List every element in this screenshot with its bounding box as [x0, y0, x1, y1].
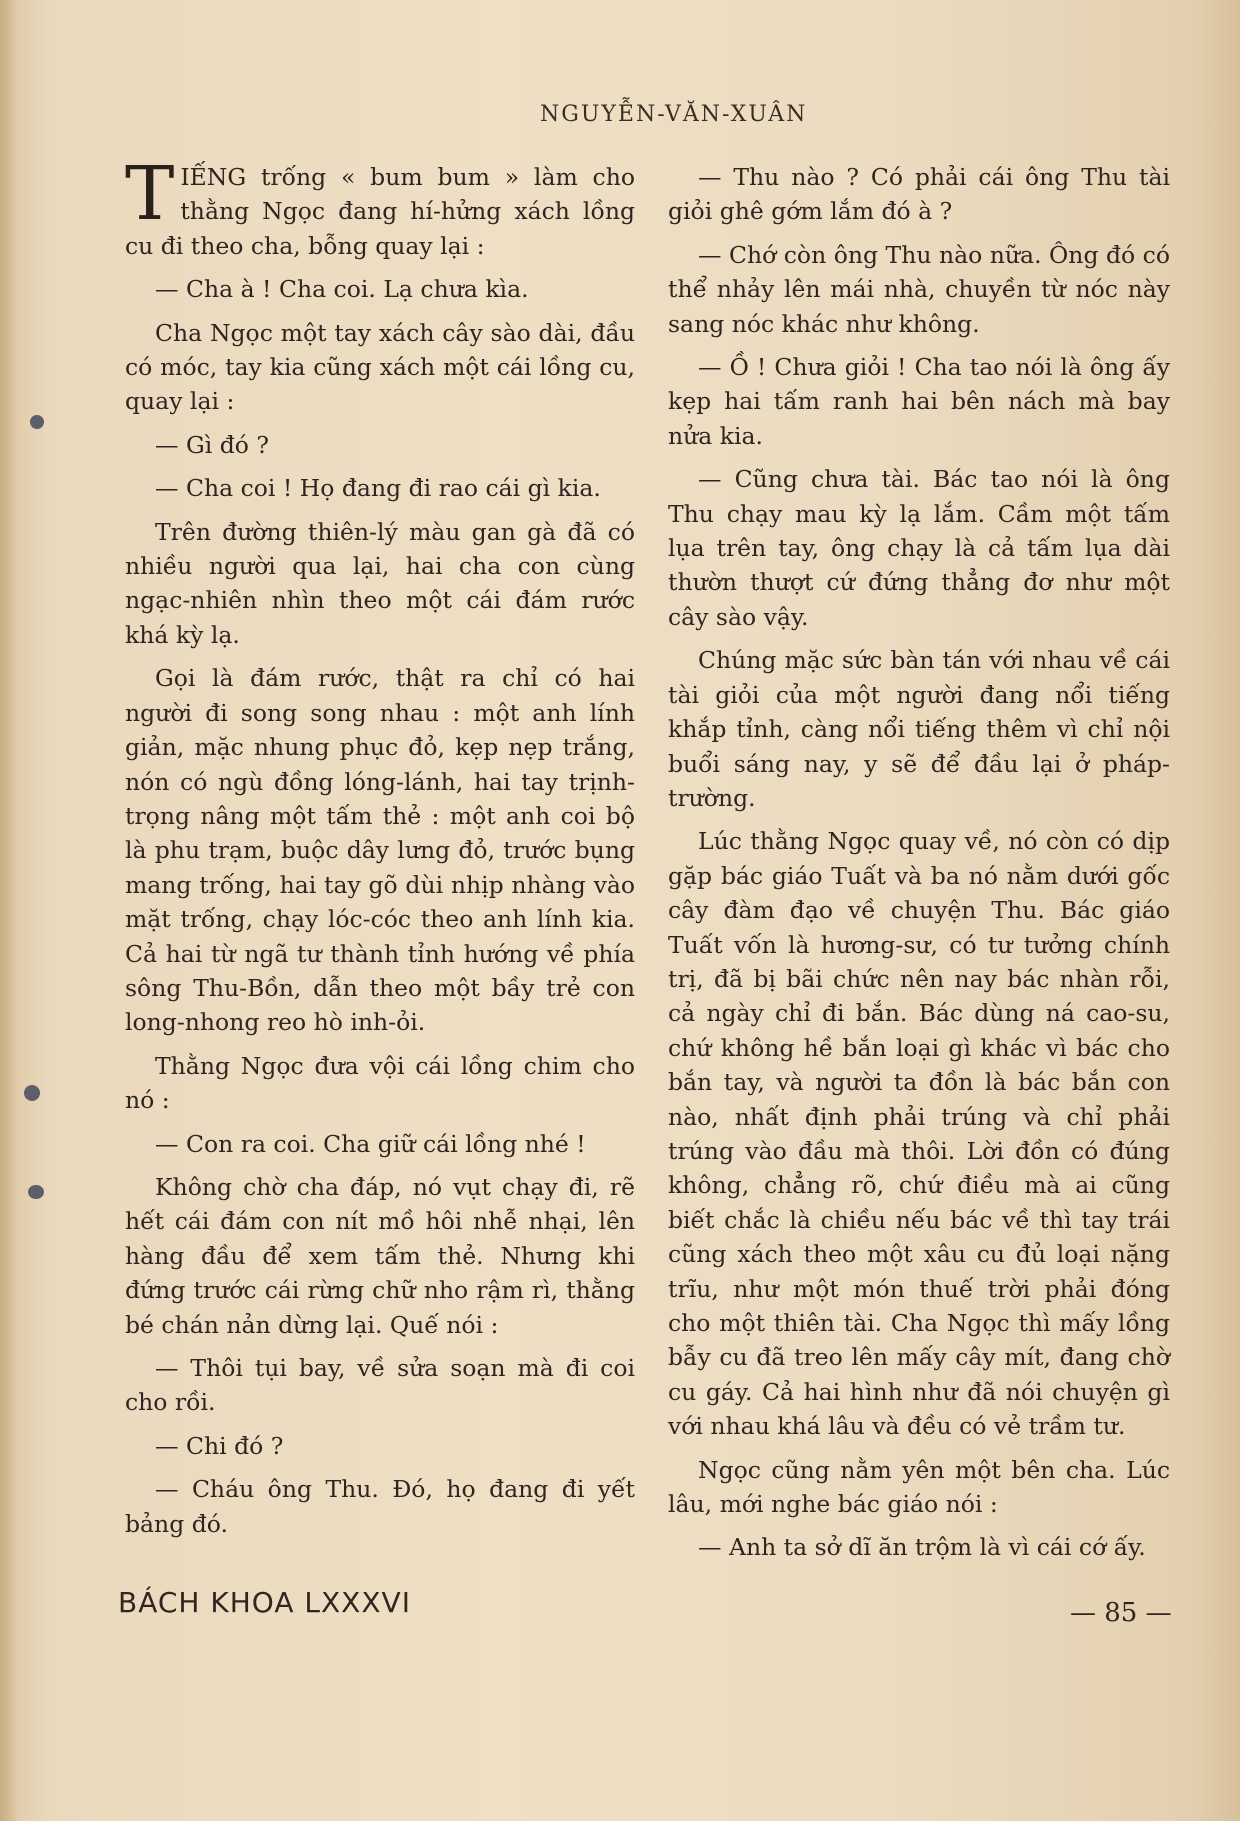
binding-hole [30, 415, 44, 429]
paragraph: Trên đường thiên-lý màu gan gà đã có nhiều người qua lại, hai cha con cùng ngạc-nhiên nhìn theo một cái đám rước khá kỳ lạ. [125, 517, 635, 649]
page-edge-shadow [0, 0, 18, 1821]
paragraph: — Ồ ! Chưa giỏi ! Cha tao nói là ông ấy kẹp hai tấm ranh hai bên nách mà bay nửa kia. [668, 353, 1170, 450]
paragraph: Thằng Ngọc đưa vội cái lồng chim cho nó : [125, 1051, 635, 1115]
paragraph: Lúc thằng Ngọc quay về, nó còn có dịp gặp bác giáo Tuất và ba nó nằm dưới gốc cây đàm đạo về chuyện Thu. Bác giáo Tuất vốn là hương-sư, có tư tưởng chính trị, đã bị bãi chức nên nay bác nhàn rỗi, cả ngày chỉ đi bắn. Bác dùng ná cao-su, chứ không hề bắn loại gì khác vì bác cho bắn tay, và người ta đồn là bác bắn con nào, nhất định phải trúng và chỉ phải trúng vào đầu mà thôi. Lời đồn có đúng không, chẳng rõ, chứ điều mà ai cũng biết chắc là chiều nếu bác về thì tay trái cũng xách theo một xâu cu đủ loại nặng trĩu, như một món thuế trời phải đóng cho một thiên tài. Cha Ngọc thì mấy lồng bẫy cu đã treo lên mấy cây mít, đang chờ cu gáy. Cả hai hình như đã nói chuyện gì với nhau khá lâu và đều có vẻ trầm tư. [668, 827, 1170, 1441]
paragraph: Ngọc cũng nằm yên một bên cha. Lúc lâu, mới nghe bác giáo nói : [668, 1455, 1170, 1519]
paragraph: — Cũng chưa tài. Bác tao nói là ông Thu chạy mau kỳ lạ lắm. Cầm một tấm lụa trên tay, ông chạy là cả tấm lụa dài thườn thượt cứ đứng thẳng đơ như một cây sào vậy. [668, 465, 1170, 631]
paragraph: Không chờ cha đáp, nó vụt chạy đi, rẽ hết cái đám con nít mồ hôi nhễ nhại, lên hàng đầu để xem tấm thẻ. Nhưng khi đứng trước cái rừng chữ nho rậm rì, thằng bé chán nản dừng lại. Quế nói : [125, 1172, 635, 1339]
dropcap-letter: T [125, 151, 175, 237]
paragraph: — Thu nào ? Có phải cái ông Thu tài giỏi ghê gớm lắm đó à ? [668, 163, 1170, 226]
binding-hole [28, 1185, 44, 1199]
paragraph: — Cha à ! Cha coi. Lạ chưa kìa. [155, 275, 529, 304]
paragraph: — Chớ còn ông Thu nào nữa. Ông đó có thể nhảy lên mái nhà, chuyền từ nóc này sang nóc khác như không. [668, 240, 1170, 338]
right-column [668, 160, 1170, 1574]
paragraph: — Chi đó ? [155, 1431, 284, 1460]
page-header: NGUYỄN-VĂN-XUÂN [540, 102, 808, 127]
paragraph-text: IẾNG trống « bum bum » làm cho thằng Ngọc đang hí-hửng xách lồng cu đi theo cha, bỗng quay lại : [125, 163, 635, 260]
paragraph: Gọi là đám rước, thật ra chỉ có hai người đi song song nhau : một anh lính giản, mặc nhung phục đỏ, kẹp nẹp trắng, nón có ngù đồng lóng-lánh, hai tay trịnh-trọng nâng một tấm thẻ : một anh coi bộ là phu trạm, buộc dây lưng đỏ, trước bụng mang trống, hai tay gõ dùi nhịp nhàng vào mặt trống, chạy lóc-cóc theo anh lính kia. Cả hai từ ngã tư thành tỉnh hướng về phía sông Thu-Bồn, dẫn theo một bầy trẻ con long-nhong reo hò inh-ỏi. [125, 664, 635, 1037]
paragraph: — Gì đó ? [155, 430, 269, 459]
left-column [125, 151, 635, 1550]
paragraph: — Anh ta sở dĩ ăn trộm là vì cái cớ ấy. [698, 1533, 1146, 1562]
paragraph: Chúng mặc sức bàn tán với nhau về cái tài giỏi của một người đang nổi tiếng khắp tỉnh, càng nổi tiếng thêm vì chỉ nội buổi sáng nay, y sẽ để đầu lại ở pháp-trường. [668, 646, 1170, 812]
paragraph: — Cha coi ! Họ đang đi rao cái gì kia. [155, 474, 601, 503]
binding-hole [24, 1085, 40, 1101]
opening-paragraph [125, 151, 635, 263]
paragraph: Cha Ngọc một tay xách cây sào dài, đầu có móc, tay kia cũng xách một cái lồng cu, quay lại : [125, 318, 635, 416]
paragraph: — Cháu ông Thu. Đó, họ đang đi yết bảng đó. [125, 1475, 635, 1538]
paragraph: — Con ra coi. Cha giữ cái lồng nhé ! [155, 1129, 586, 1158]
publication-footer: BÁCH KHOA LXXXVI [118, 1586, 411, 1619]
page-number: — 85 — [1070, 1598, 1172, 1628]
paragraph: — Thôi tụi bay, về sửa soạn mà đi coi cho rồi. [125, 1354, 635, 1417]
